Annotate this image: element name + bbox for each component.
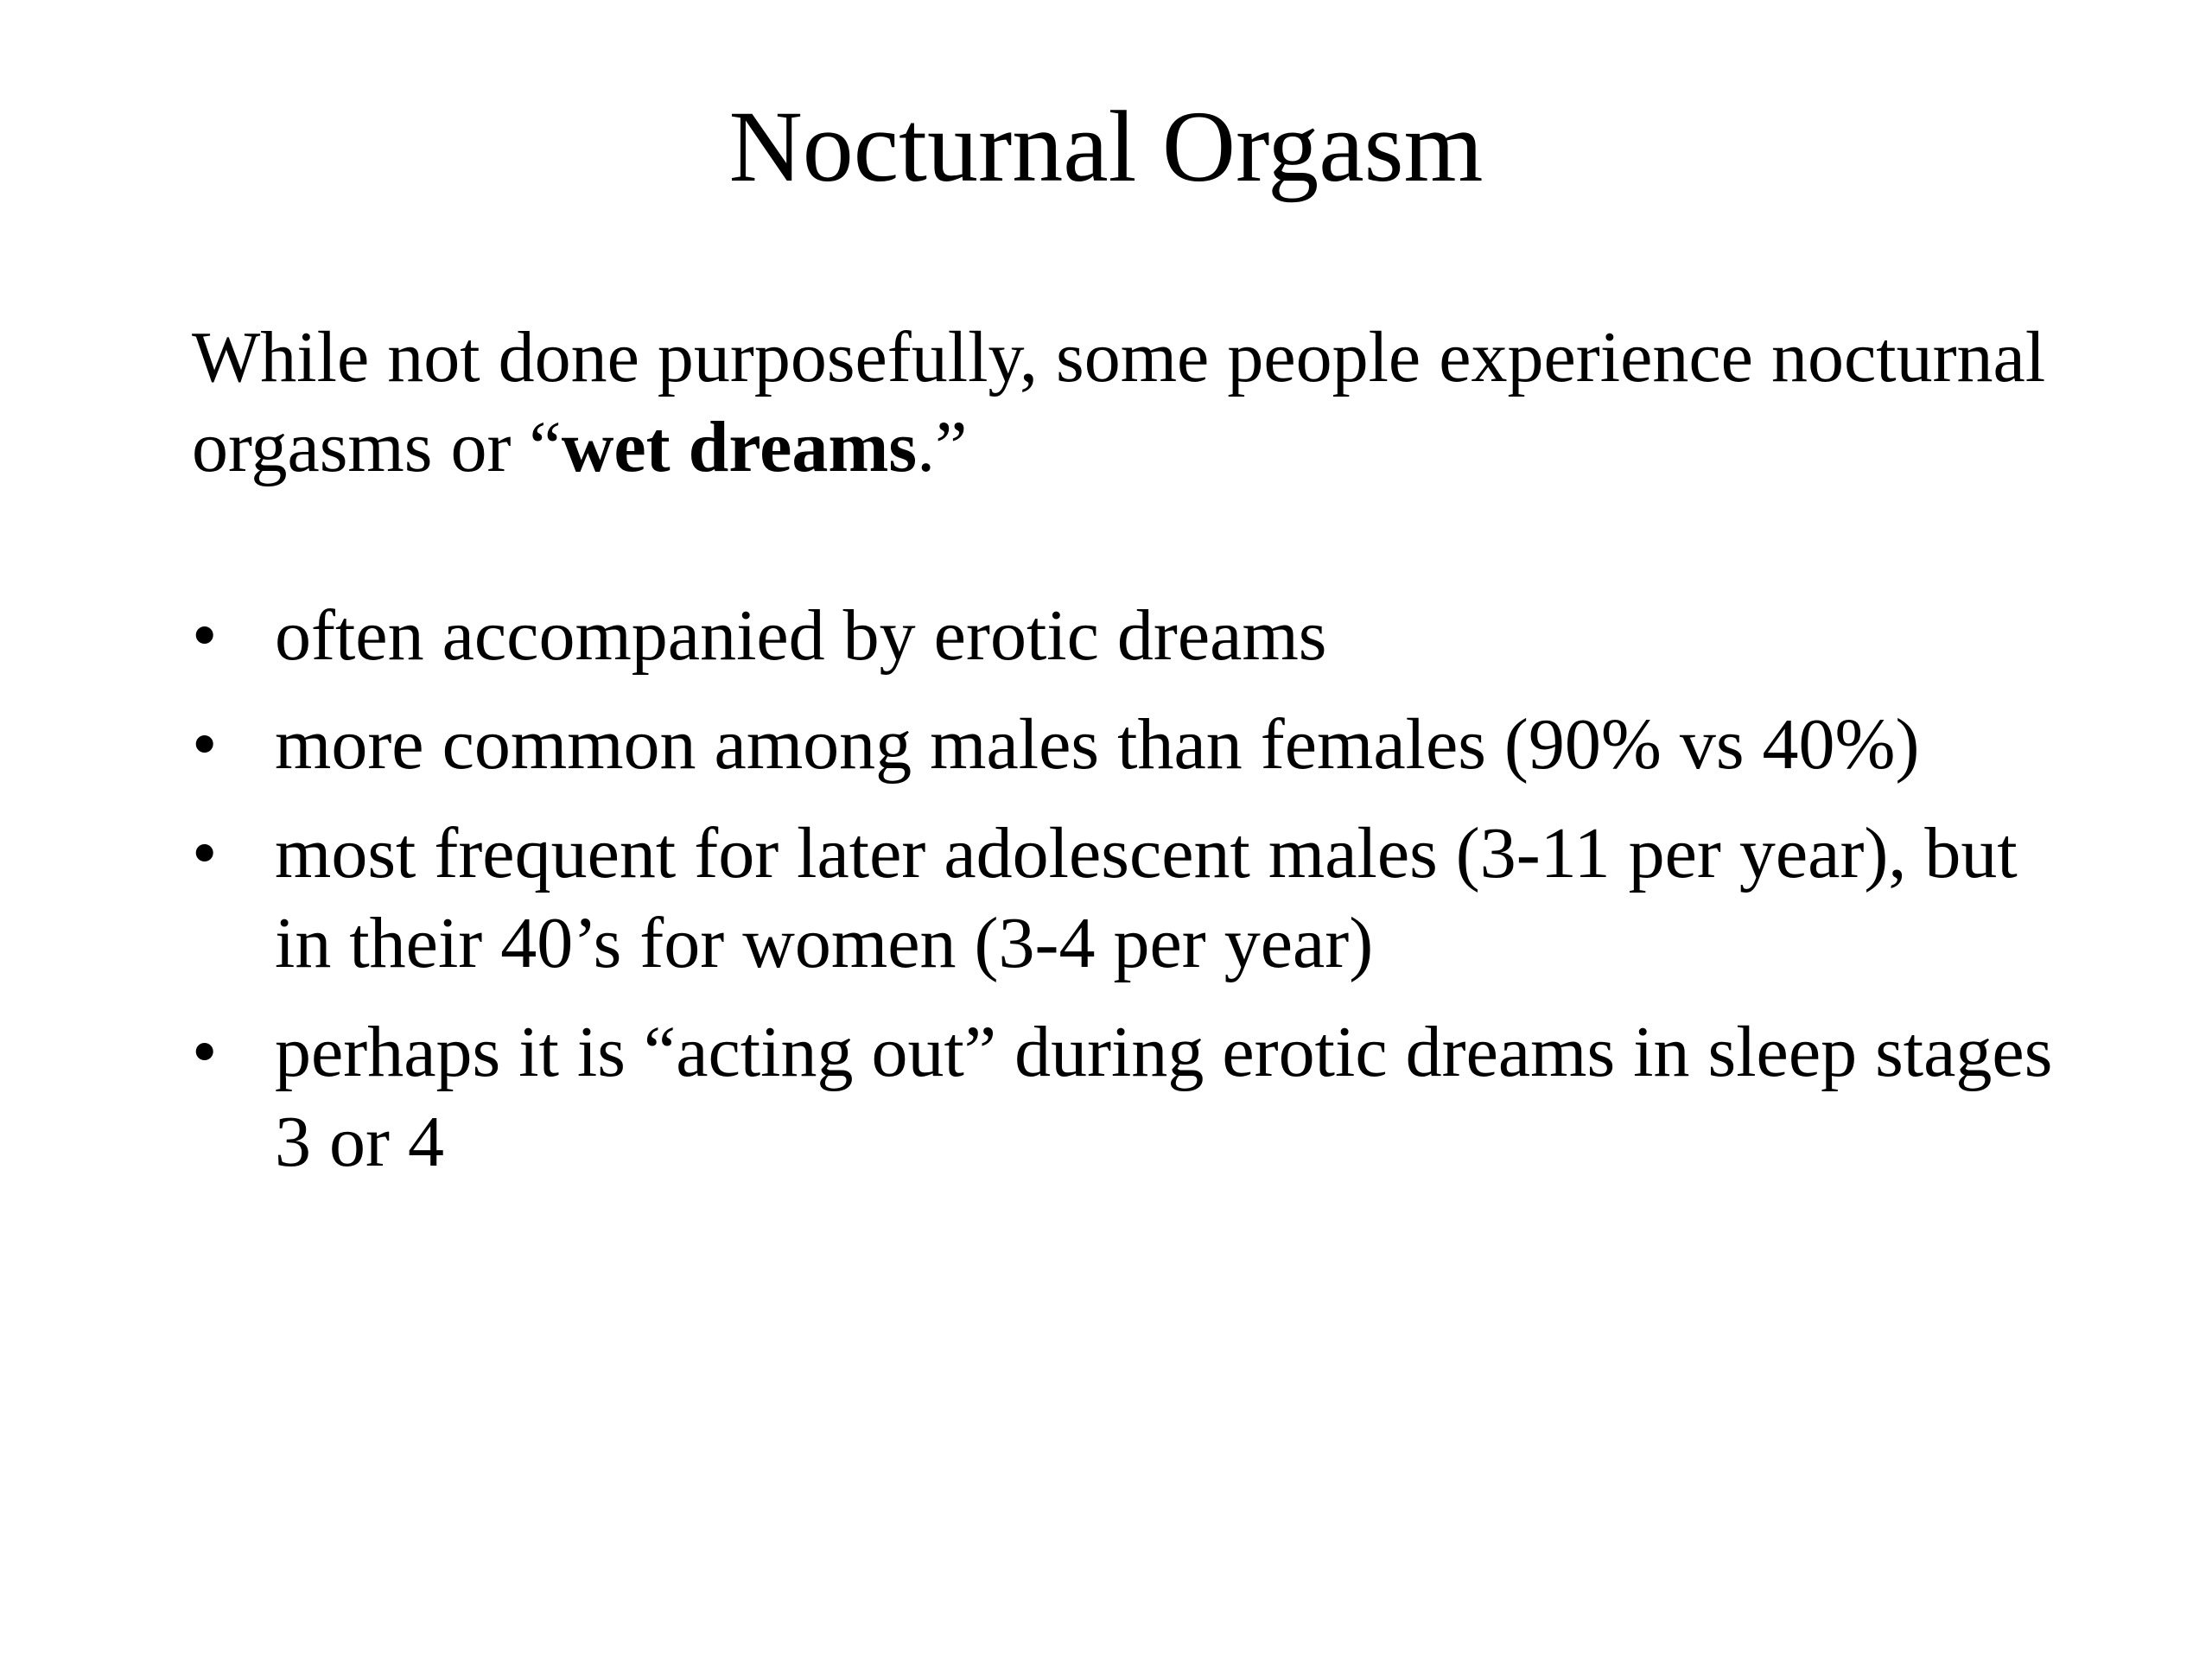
bullet-item [192, 1007, 2075, 1187]
intro-text-after: .” [917, 407, 968, 487]
slide-title: Nocturnal Orgasm [728, 90, 1484, 203]
bullet-icon: • [192, 1012, 218, 1092]
intro-paragraph [192, 313, 2075, 493]
bullet-icon: • [192, 595, 218, 676]
bullet-item [192, 591, 2075, 681]
bullet-text: perhaps it is “acting out” during erotic dreams in sleep stages 3 or 4 [275, 1012, 2053, 1182]
bullet-item [192, 700, 2075, 790]
bullet-icon: • [192, 813, 218, 893]
bullet-text: often accompanied by erotic dreams [275, 595, 1327, 676]
bullet-item [192, 809, 2075, 988]
bullet-text: most frequent for later adolescent males (3-11 per year), but in their 40’s for women (3-4 per year) [275, 813, 2018, 983]
intro-emphasis: wet dreams [561, 407, 918, 487]
bullet-text: more common among males than females (90% vs 40%) [275, 704, 1920, 785]
bullet-icon: • [192, 704, 218, 785]
intro-text-before: While not done purposefully, some people experience nocturnal orgasms or “ [192, 317, 2046, 487]
bullet-list [192, 591, 2075, 1206]
